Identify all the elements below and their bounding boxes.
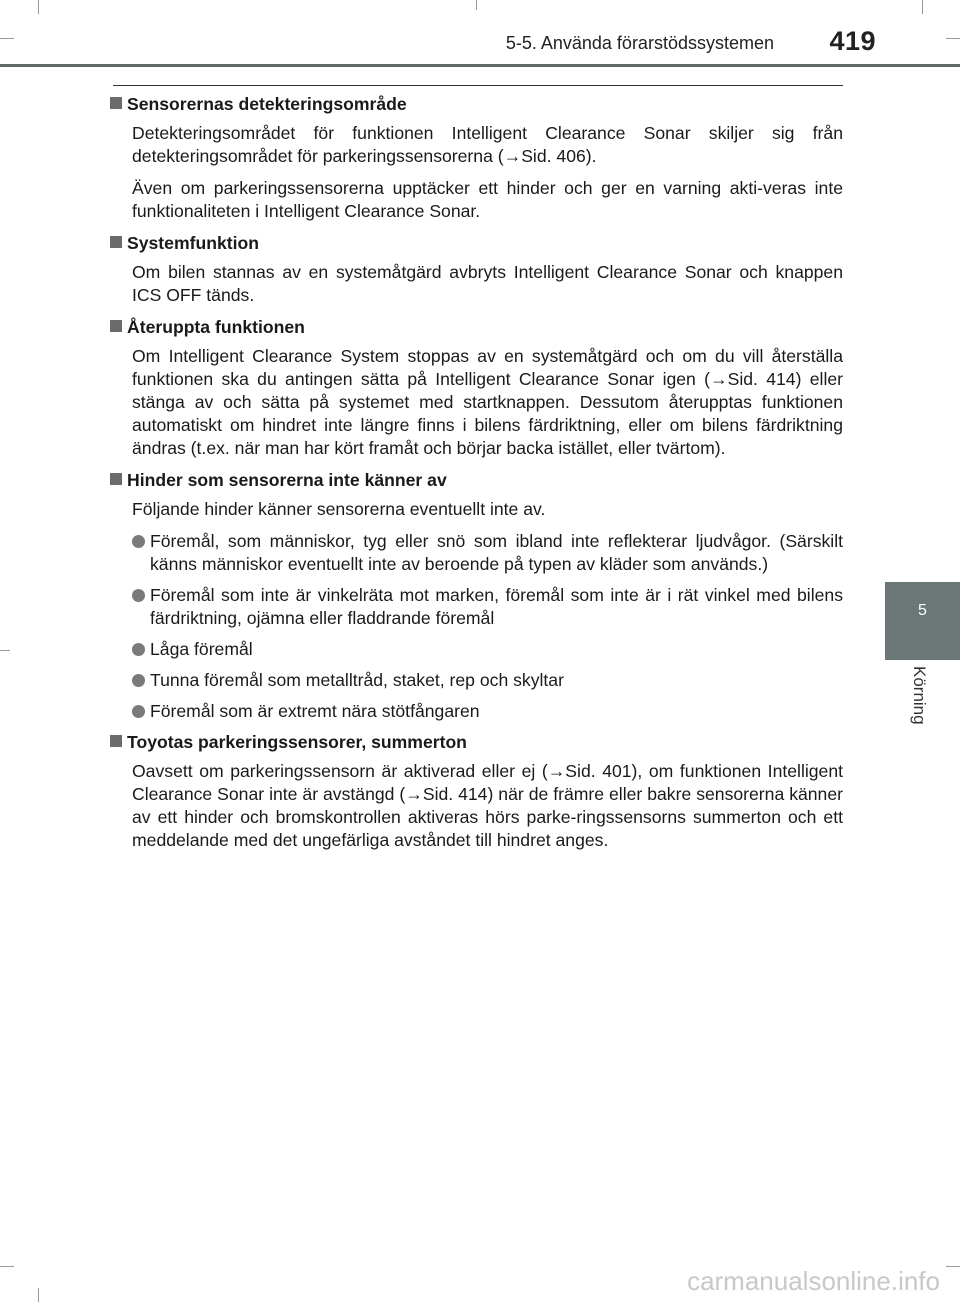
square-bullet-icon bbox=[110, 236, 122, 248]
crop-mark bbox=[476, 0, 477, 10]
paragraph: Om bilen stannas av en systemåtgärd avbryts Intelligent Clearance Sonar och knappen ICS OFF tänds. bbox=[132, 262, 843, 305]
content-top-rule bbox=[113, 85, 843, 86]
crop-mark bbox=[38, 0, 39, 14]
paragraph: Detekteringsområdet för funktionen Intelligent Clearance Sonar skiljer sig från detekteringsområdet för parkeringssensorerna (→Sid. 406). bbox=[132, 123, 843, 166]
list-item: Föremål som är extremt nära stötfångaren bbox=[132, 700, 843, 723]
section-heading: Återuppta funktionen bbox=[110, 316, 843, 339]
crop-mark bbox=[0, 1266, 14, 1267]
page-number: 419 bbox=[829, 26, 876, 56]
section-heading: Systemfunktion bbox=[110, 232, 843, 255]
crop-mark bbox=[38, 1288, 39, 1302]
section bbox=[110, 93, 843, 223]
crop-mark bbox=[946, 1266, 960, 1267]
list-item: Föremål som inte är vinkelräta mot marken, föremål som inte är i rät vinkel med bilens färdriktning, ojämna eller fladdrande föremål bbox=[132, 584, 843, 630]
round-bullet-icon bbox=[132, 674, 145, 687]
paragraph: Oavsett om parkeringssensorn är aktiverad eller ej (→Sid. 401), om funktionen Intelligent Clearance Sonar inte är avstängd (→Sid. 414) när de främre eller bakre sensorerna känner av ett hinder och bromskontrollen aktiveras hörs parke-ringssensorns summerton och ett meddelande med det ungefärliga avståndet till hindret anges. bbox=[132, 761, 843, 850]
section bbox=[110, 469, 843, 723]
crop-mark bbox=[922, 0, 923, 14]
section-heading: Toyotas parkeringssensorer, summerton bbox=[110, 731, 843, 754]
watermark: carmanualsonline.info bbox=[687, 1266, 940, 1296]
section-heading: Hinder som sensorerna inte känner av bbox=[110, 469, 843, 492]
round-bullet-icon bbox=[132, 589, 145, 602]
round-bullet-icon bbox=[132, 705, 145, 718]
header-rule bbox=[0, 64, 960, 67]
header-section-title: 5-5. Använda förarstödssystemen bbox=[505, 33, 774, 53]
chapter-tab bbox=[885, 582, 960, 660]
section bbox=[110, 731, 843, 852]
section bbox=[110, 232, 843, 307]
round-bullet-icon bbox=[132, 535, 145, 548]
chapter-number: 5 bbox=[918, 602, 927, 619]
chapter-label: Körning bbox=[910, 666, 929, 725]
list-item: Föremål, som människor, tyg eller snö som ibland inte reflekterar ljudvågor. (Särskilt känns människor eventuellt inte av beroende på typen av kläder som används.) bbox=[132, 530, 843, 576]
square-bullet-icon bbox=[110, 473, 122, 485]
crop-mark bbox=[0, 38, 14, 39]
round-bullet-icon bbox=[132, 643, 145, 656]
square-bullet-icon bbox=[110, 97, 122, 109]
section bbox=[110, 316, 843, 460]
square-bullet-icon bbox=[110, 735, 122, 747]
crop-mark bbox=[0, 650, 10, 651]
list-item: Låga föremål bbox=[132, 638, 843, 661]
paragraph: Även om parkeringssensorerna upptäcker ett hinder och ger en varning akti-veras inte funktionaliteten i Intelligent Clearance Sonar. bbox=[132, 178, 843, 221]
paragraph: Följande hinder känner sensorerna eventuellt inte av. bbox=[132, 499, 546, 519]
paragraph: Om Intelligent Clearance System stoppas av en systemåtgärd och om du vill återställa funktionen ska du antingen sätta på Intelligent Clearance Sonar igen (→Sid. 414) eller stänga av och sätta på systemet med startknappen. Dessutom återupptas funktionen automatiskt om hindret inte längre finns i bilens färdriktning, eller om bilens färdriktning ändras (t.ex. när man har kört framåt och börjar backa istället, eller tvärtom). bbox=[132, 346, 843, 458]
list-item: Tunna föremål som metalltråd, staket, rep och skyltar bbox=[132, 669, 843, 692]
section-heading: Sensorernas detekteringsområde bbox=[110, 93, 843, 116]
page-content bbox=[110, 93, 843, 861]
square-bullet-icon bbox=[110, 320, 122, 332]
crop-mark bbox=[946, 38, 960, 39]
